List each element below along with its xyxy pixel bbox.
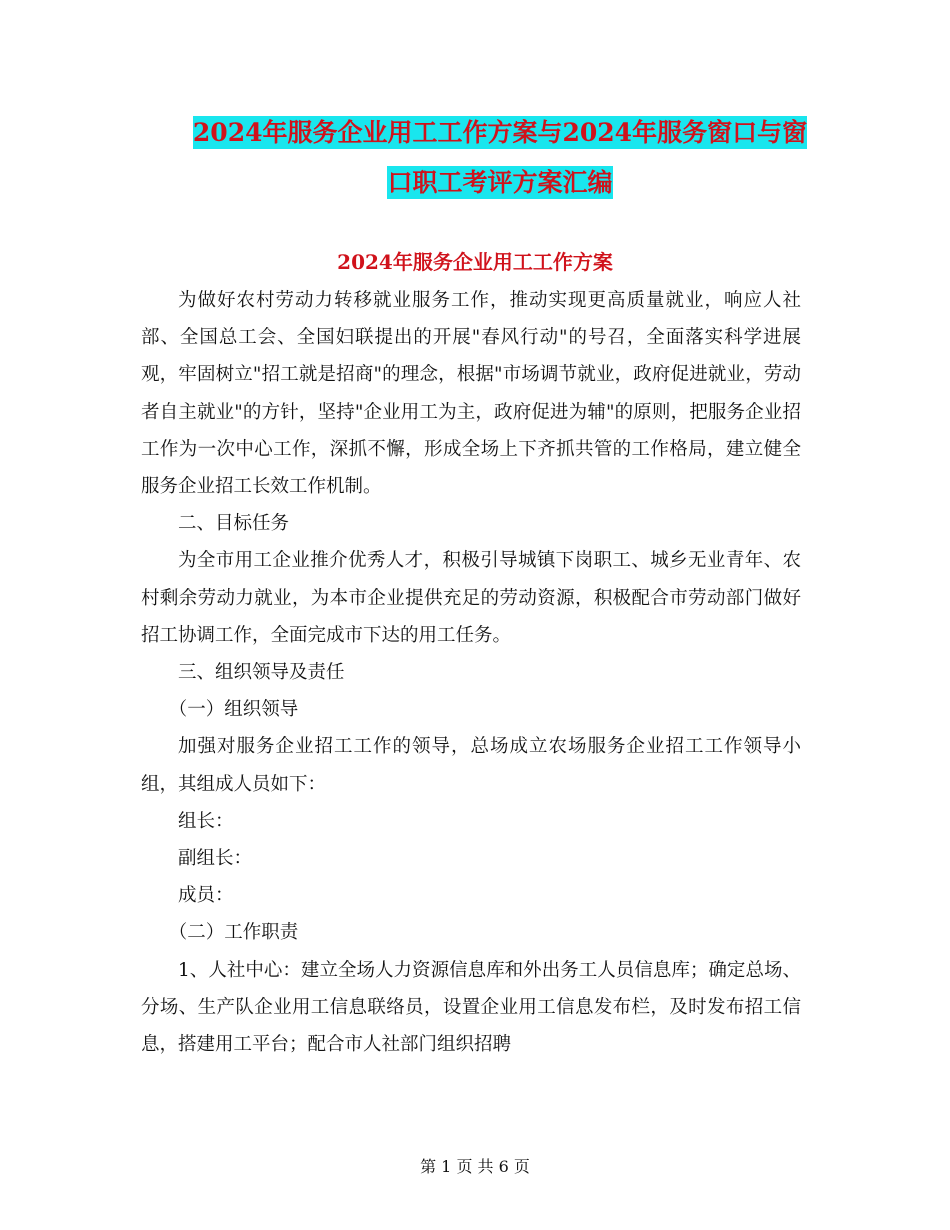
title-line-1: 2024年服务企业用工工作方案与2024年服务窗口与窗 [192, 118, 808, 147]
member-leader: 组长： [178, 810, 234, 832]
section-title: 2024年服务企业用工工作方案 [337, 250, 613, 274]
heading-organization: 三、组织领导及责任 [178, 662, 345, 684]
paragraph-intro: 为做好农村劳动力转移就业服务工作，推动实现更高质量就业，响应人社部、全国总工会、全国妇联提出的开展"春风行动"的号召，全面落实科学进展观，牢固树立"招工就是招商"的理念，根据"市场调节就业，政府促进就业，劳动者自主就业"的方针，坚持"企业用工为主，政府促进为辅"的原则，把服务企业招工作为一次中心工作，深抓不懈，形成全场上下齐抓共管的工作格局，建立健全服务企业招工长效工作机制。 [141, 290, 801, 498]
paragraph-duties-1: 1、人社中心：建立全场人力资源信息库和外出务工人员信息库；确定总场、分场、生产队企业用工信息联络员，设置企业用工信息发布栏，及时发布招工信息，搭建用工平台；配合市人社部门组织招聘 [141, 959, 801, 1056]
document-body [141, 282, 801, 1063]
title-line-2: 口职工考评方案汇编 [387, 168, 613, 197]
page-footer: 第 1 页 共 6 页 [420, 1157, 530, 1176]
subheading-leadership: （一）组织领导 [168, 699, 299, 721]
paragraph-goals: 为全市用工企业推介优秀人才，积极引导城镇下岗职工、城乡无业青年、农村剩余劳动力就业，为本市企业提供充足的劳动资源，积极配合市劳动部门做好招工协调工作，全面完成市下达的用工任务。 [141, 550, 801, 646]
member-deputy: 副组长： [178, 848, 253, 870]
subheading-duties: （二）工作职责 [168, 922, 299, 944]
member-members: 成员： [178, 885, 234, 907]
paragraph-leadership: 加强对服务企业招工工作的领导，总场成立农场服务企业招工工作领导小组，其组成人员如下： [141, 736, 801, 795]
document-title [140, 108, 860, 208]
heading-goals: 二、目标任务 [178, 513, 290, 535]
